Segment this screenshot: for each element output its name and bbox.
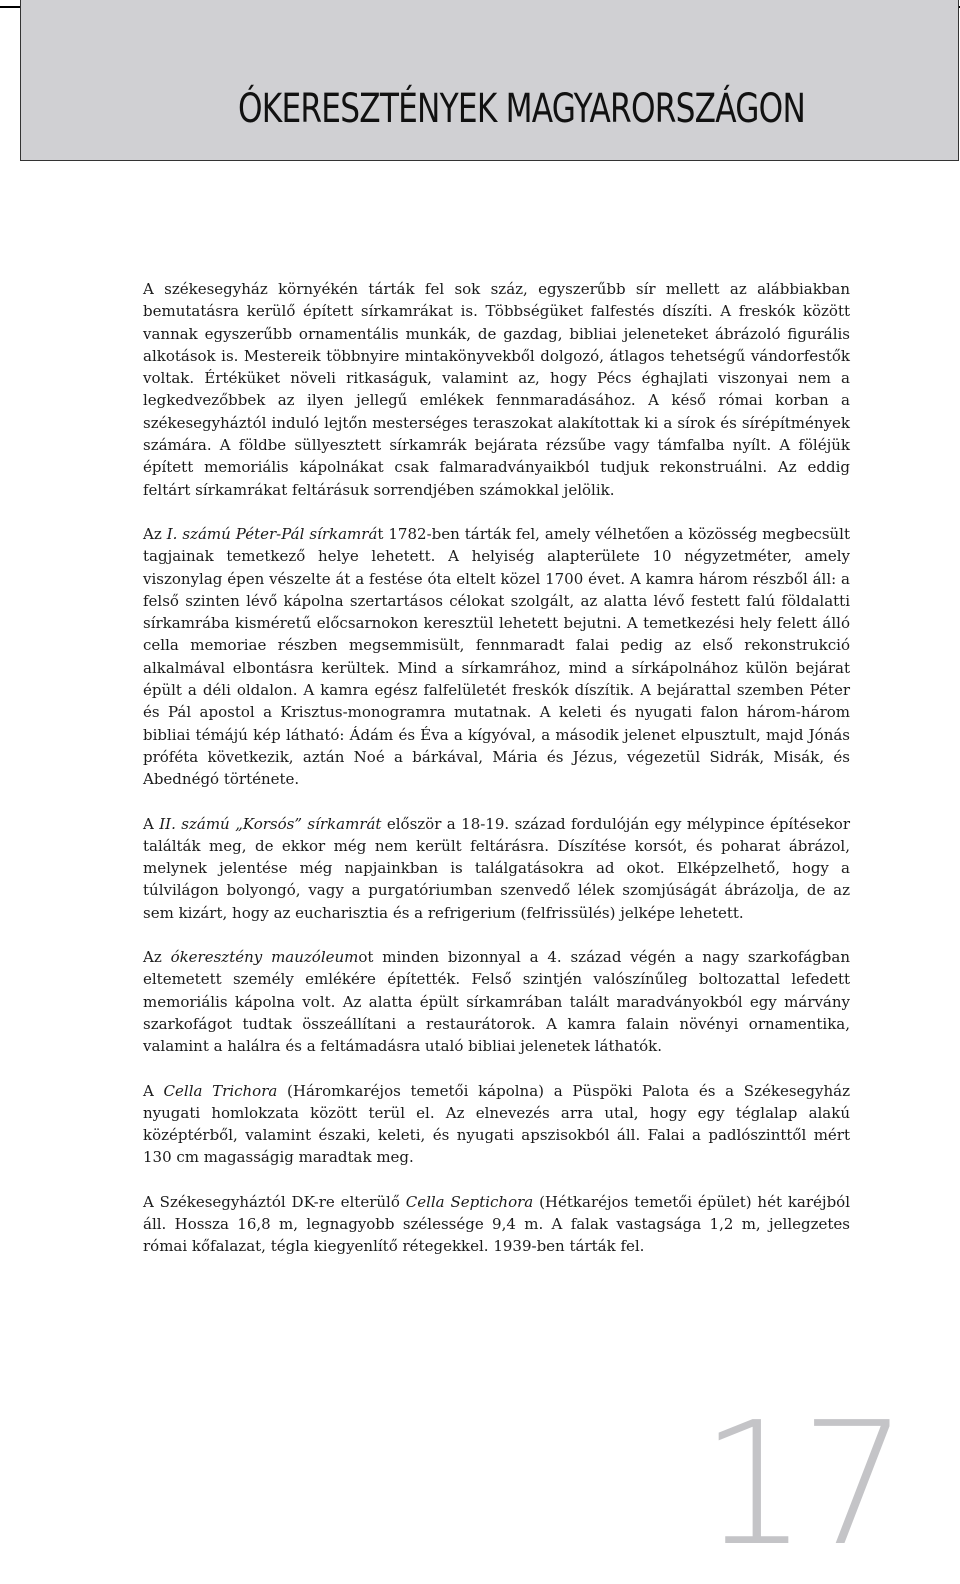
emphasized-text: I. számú Péter-Pál sírkamrá — [166, 524, 378, 543]
paragraph — [143, 946, 850, 1057]
paragraph — [143, 813, 850, 924]
paragraph-text: (Háromkaréjos temetői kápolna) a Püspöki Palota és a Székesegyház nyugati homlokzata között terül el. Az elnevezés arra utal, hogy egy téglalap alakú középtérből, valamint északi, keleti, és nyugati apszisokból áll. Falai a padlószinttől mért 130 cm magasságig maradtak meg. — [143, 1081, 850, 1167]
paragraph-text: t 1782-ben tárták fel, amely vélhetően a közösség megbecsült tagjainak temetkező helye lehetett. A helyiség alapterülete 10 négyzetméter, amely viszonylag épen vészelte át a festése óta eltelt közel 1700 évet. A kamra három részből áll: a felső szinten lévő kápolna szertartásos célokat szolgált, az alatta lévő festett falú földalatti sírkamrába kisméretű előcsarnokon keresztül lehetett bejutni. A temetkezési hely felett álló cella memoriae részben megsemmisült, fennmaradt falai pedig az első rekonstrukció alkalmával elbontásra kerültek. Mind a sírkamrához, mind a sírkápolnához külön bejárat épült a déli oldalon. A kamra egész falfelületét freskók díszítik. A bejárattal szemben Péter és Pál apostol a Krisztus-monogramra mutatnak. A keleti és nyugati falon három-három bibliai témájú kép látható: Ádám és Éva a kígyóval, a második jelenet elpusztult, majd Jónás próféta következik, aztán Noé a bárkával, Mária és Jézus, végezetül Sidrák, Misák, és Abednégó története. — [143, 524, 850, 789]
paragraph — [143, 1080, 850, 1169]
paragraph-text: A Székesegyháztól DK-re elterülő — [143, 1192, 406, 1211]
crop-mark-left — [0, 6, 20, 8]
emphasized-text: ókeresztény mauzóleum — [170, 948, 359, 967]
paragraph — [143, 523, 850, 791]
paragraph-text: ot minden bizonnyal a 4. század végén a nagy szarkofágban eltemetett személy emlékére építették. Felső szintjén valószínűleg boltozattal lefedett memoriális kápolna volt. Az alatta épült sírkamrában talált maradványokból egy márvány szarkofágot tudtak összeállítani a restaurátorok. A kamra falain növényi ornamentika, valamint a halálra és a feltámadásra utaló bibliai jelenetek láthatók. — [143, 948, 850, 1056]
paragraph-text: A székesegyház környékén tárták fel sok száz, egyszerűbb sír mellett az alábbiakban bemutatásra kerülő épített sírkamrákat is. Többségüket falfestés díszíti. A freskók között vannak egyszerűbb ornamentális munkák, de gazdag, bibliai jeleneteket ábrázoló figurális alkotások is. Mestereik többnyire mintakönyvekből dolgozó, átlagos tehetségű vándorfestők voltak. Értéküket növeli ritkaságuk, valamint az, hogy Pécs éghajlati viszonyai nem a legkedvezőbbek az ilyen jellegű emlékek fennmaradásához. A késő római korban a székesegyháztól induló lejtőn mesterséges teraszokat alakítottak ki a sírok és sírépítmények számára. A földbe süllyesztett sírkamrák bejárata rézsűbe vagy támfalba nyílt. A föléjük épített memoriális kápolnákat csak falmaradványaikból tudjuk rekonstruálni. Az eddig feltárt sírkamrákat feltárásuk sorrendjében számokkal jelölik. — [143, 280, 850, 499]
paragraph-text: Az — [143, 948, 171, 967]
paragraph-text: A — [143, 814, 160, 833]
emphasized-text: II. számú „Korsós” sírkamrát — [159, 814, 382, 833]
emphasized-text: Cella Trichora — [163, 1081, 278, 1100]
page-title: ÓKERESZTÉNYEK MAGYARORSZÁGON — [238, 86, 805, 132]
paragraph — [143, 278, 850, 501]
paragraph-text: (Hétkaréjos temetői épület) hét karéjból áll. Hossza 16,8 m, legnagyobb szélessége 9,4 m. A falak vastagsága 1,2 m, jellegzetes római kőfalazat, tégla kiegyenlítő rétegekkel. 1939-ben tárták fel. — [143, 1192, 850, 1256]
paragraph-text: először a 18-19. század fordulóján egy mélypince építésekor találták meg, de ekkor még nem került feltárásra. Díszítése korsót, és poharat ábrázol, melynek jelentése még napjainkban is találgatásokra ad okot. Elképzelhető, hogy a túlvilágon bolyongó, vagy a purgatóriumban szenvedő lélek szomjúságát ábrázolja, de az sem kizárt, hogy az eucharisztia és a refrigerium (felfrissülés) jelképe lehetett. — [143, 814, 850, 922]
header-band — [20, 0, 959, 161]
paragraph-text: A — [143, 1081, 164, 1100]
page-number: 17 — [700, 1386, 901, 1584]
article-body — [143, 278, 850, 1280]
paragraph — [143, 1191, 850, 1258]
paragraph-text: Az — [143, 524, 167, 543]
emphasized-text: Cella Septichora — [405, 1192, 534, 1211]
